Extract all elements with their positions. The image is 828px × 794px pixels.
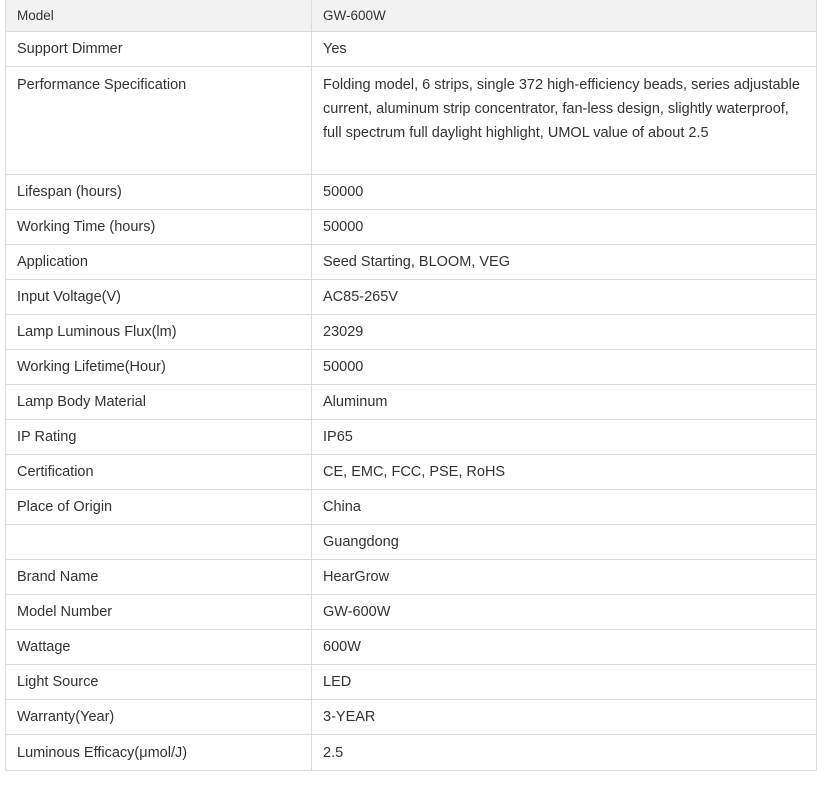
row-label-cell: Input Voltage(V) (6, 280, 312, 315)
table-row (6, 67, 817, 175)
row-value-cell: 600W (312, 630, 817, 665)
row-label-cell: Working Lifetime(Hour) (6, 350, 312, 385)
table-row (6, 420, 817, 455)
row-value-cell: 50000 (312, 210, 817, 245)
row-label-cell: Place of Origin (6, 490, 312, 525)
row-label-cell: Application (6, 245, 312, 280)
row-value-cell: IP65 (312, 420, 817, 455)
table-header-row (6, 0, 817, 32)
row-label-cell: Performance Specification (6, 67, 312, 175)
row-value-cell: Yes (312, 32, 817, 67)
header-value-cell: GW-600W (312, 0, 817, 32)
table-row (6, 210, 817, 245)
row-value-cell: GW-600W (312, 595, 817, 630)
row-value-cell: China (312, 490, 817, 525)
table-row (6, 525, 817, 560)
table-row (6, 245, 817, 280)
row-label-cell: Lifespan (hours) (6, 175, 312, 210)
table-row (6, 32, 817, 67)
row-label-cell: Lamp Luminous Flux(lm) (6, 315, 312, 350)
row-label-cell: Working Time (hours) (6, 210, 312, 245)
table-row (6, 595, 817, 630)
row-value-cell: LED (312, 665, 817, 700)
row-label-cell: Luminous Efficacy(μmol/J) (6, 735, 312, 771)
row-value-cell: 50000 (312, 175, 817, 210)
row-label-cell: Certification (6, 455, 312, 490)
table-row (6, 315, 817, 350)
row-value-cell: 50000 (312, 350, 817, 385)
table-row (6, 175, 817, 210)
row-value-cell: Seed Starting, BLOOM, VEG (312, 245, 817, 280)
row-label-cell: Wattage (6, 630, 312, 665)
table-row (6, 280, 817, 315)
table-row (6, 490, 817, 525)
row-label-cell: Light Source (6, 665, 312, 700)
row-value-cell: AC85-265V (312, 280, 817, 315)
row-label-cell: Support Dimmer (6, 32, 312, 67)
row-value-cell: Folding model, 6 strips, single 372 high-efficiency beads, series adjustable current, aluminum strip concentrator, fan-less design, slightly waterproof, full spectrum full daylight highlight, UMOL value of about 2.5 (312, 67, 817, 175)
row-value-cell: 2.5 (312, 735, 817, 771)
table-row (6, 455, 817, 490)
row-value-cell: 3-YEAR (312, 700, 817, 735)
row-value-cell: Aluminum (312, 385, 817, 420)
row-label-cell: Brand Name (6, 560, 312, 595)
header-label-cell: Model (6, 0, 312, 32)
table-row (6, 630, 817, 665)
table-row (6, 350, 817, 385)
row-label-cell (6, 525, 312, 560)
row-label-cell: Model Number (6, 595, 312, 630)
row-value-cell: HearGrow (312, 560, 817, 595)
row-value-cell: Guangdong (312, 525, 817, 560)
table-row (6, 385, 817, 420)
table-row (6, 665, 817, 700)
row-label-cell: Lamp Body Material (6, 385, 312, 420)
table-row (6, 560, 817, 595)
row-label-cell: IP Rating (6, 420, 312, 455)
table-row (6, 735, 817, 771)
table-row (6, 700, 817, 735)
row-value-cell: 23029 (312, 315, 817, 350)
row-value-cell: CE, EMC, FCC, PSE, RoHS (312, 455, 817, 490)
row-label-cell: Warranty(Year) (6, 700, 312, 735)
spec-table (5, 0, 817, 771)
